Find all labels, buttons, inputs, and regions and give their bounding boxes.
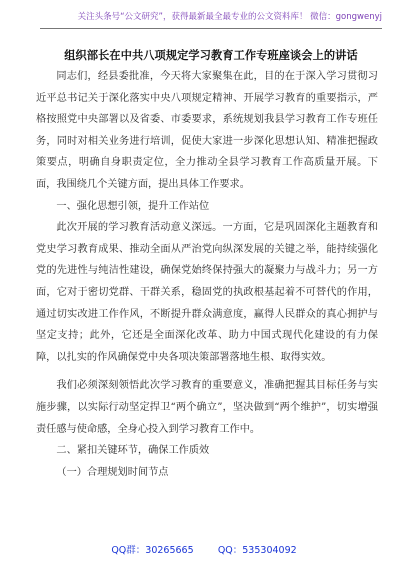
page-title: 组织部长在中共八项规定学习教育工作专班座谈会上的讲话 [64,48,358,62]
section1-paragraph-1: 此次开展的学习教育活动意义深远。一方面，它是巩固深化主题教育和党史学习教育成果、推动全面从严治党向纵深发展的关键之举，能持续强化党的先进性与纯洁性建设，确保党始终保持强大的凝聚力与战斗力；另一方面，它对于密切党群、干群关系，稳固党的执政根基起着不可替代的作用，通过切实改进工作作风，不断提升群众满意度，赢得人民群众的真心拥护与坚定支持；此外，它还是全面深化改革、助力中国式现代化建设的有力保障，以扎实的作风确保党中央各项决策部署落地生根、取得实效。 [36,222,378,363]
document-body [36,66,378,483]
subsection-heading-1: （一）合理规划时间节点 [56,466,169,478]
header-banner: 关注头条号“公文研究”，获得最新最全最专业的公文资料库！ 微信：gongwenyj [40,10,382,29]
section1-paragraph-2: 我们必须深刻领悟此次学习教育的重要意义，准确把握其目标任务与实施步骤，以实际行动坚定捍卫“两个确立”，坚决做到“两个维护”，切实增强责任感与使命感，全身心投入到学习教育工作中。 [36,380,378,435]
intro-paragraph: 同志们，经县委批准，今天将大家聚集在此，目的在于深入学习贯彻习近平总书记关于深化落实中央八项规定精神、开展学习教育的重要指示，严格按照党中央部署以及省委、市委要求，系统规划我县学习教育工作专班任务，同时对相关业务进行培训，促使大家进一步深化思想认知、精准把握政策要点，明确自身职责定位，全力推动全县学习教育工作高质量开展。下面，我围绕几个关键方面，提出具体工作要求。 [36,71,378,190]
section-heading-2: 二、紧扣关键环节，确保工作质效 [56,445,210,457]
footer-contact [0,542,408,556]
section-heading-1: 一、强化思想引领，提升工作站位 [56,200,210,212]
footer-qq-number: QQ：535304092 [217,545,297,556]
footer-qq-group: QQ群：30265665 [111,545,194,556]
